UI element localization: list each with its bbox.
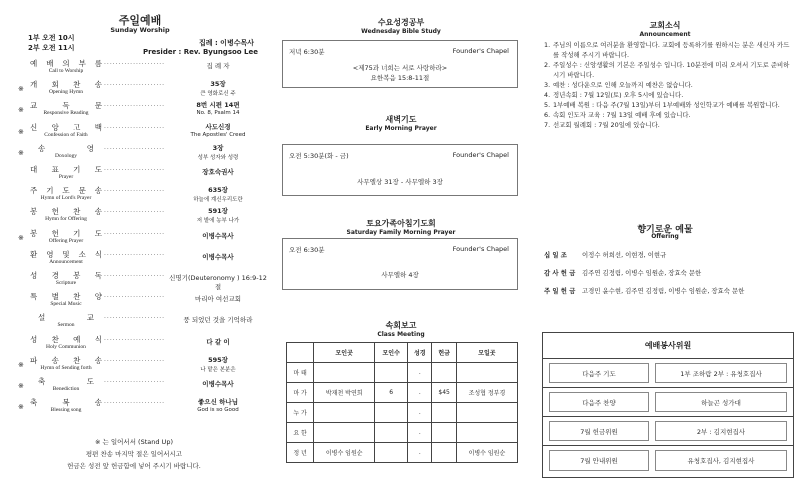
order-value-sub: 저 밭에 농부 나가 — [196, 218, 240, 225]
item-number: 3. — [544, 81, 551, 89]
item-text: 주님의 이름으로 여러분을 환영합니다. 교회에 등록하기를 원하시는 분은 새신자 카드를 작성해 주시기 바랍니다. — [553, 41, 790, 59]
volunteer-names: 유청호집사, 김지현집사 — [655, 450, 787, 471]
order-name: 개 회 찬 송 — [30, 80, 102, 90]
leader-dots: ····················· — [104, 124, 166, 132]
item-text: 선교회 월례회 : 7월 20일에 있습니다. — [553, 121, 660, 129]
order-value: 595장 — [208, 355, 228, 364]
table-cell — [314, 403, 375, 423]
order-value: 이병수목사 — [202, 231, 234, 240]
service-time-2: 2부 오전 11시 — [28, 44, 75, 52]
classmeeting-header: 모인수 — [375, 343, 408, 363]
order-value: 마리아 여선교회 — [194, 295, 242, 304]
list-item — [544, 90, 792, 100]
order-name: 파 송 찬 송 — [30, 355, 102, 365]
list-item — [544, 110, 792, 120]
order-name: 설 교 — [38, 313, 94, 323]
order-row — [0, 397, 268, 418]
stand-marker: ※ — [18, 85, 24, 94]
item-text: 주일성수 : 신앙생활의 기본은 주일성수 입니다. 10분전에 미리 오셔서 기도로 준비하시기 바랍니다. — [553, 61, 790, 79]
table-cell — [432, 443, 456, 463]
presider: Presider : Rev. Byungsoo Lee — [142, 48, 258, 56]
order-name-en: Benediction — [52, 386, 80, 392]
table-cell: 정 년 — [287, 443, 314, 463]
order-name: 봉 헌 찬 송 — [30, 207, 102, 217]
order-value-sub: 큰 영화로신 주 — [200, 91, 236, 98]
saturday-box — [282, 238, 518, 290]
volunteer-row — [543, 417, 793, 446]
order-name: 대 표 기 도 — [30, 165, 102, 174]
classmeeting-table — [286, 342, 518, 463]
volunteer-row — [543, 446, 793, 475]
table-cell: $45 — [432, 383, 456, 403]
table-cell: 누 가 — [287, 403, 314, 423]
wednesday-place: Founder's Chapel — [452, 47, 509, 55]
wednesday-subtitle: Wednesday Bible Study — [361, 28, 441, 35]
leader-dots: ····················· — [104, 209, 166, 217]
item-text: 정년속회 : 7월 12일(토) 오후 5시에 있습니다. — [553, 91, 684, 99]
stand-marker: ※ — [18, 106, 24, 115]
order-row — [0, 79, 268, 100]
offering-row — [544, 268, 701, 277]
volunteers-title: 예배봉사위원 — [543, 333, 793, 359]
list-item — [544, 80, 792, 90]
leader-dots: ····················· — [104, 251, 166, 259]
stand-marker: ※ — [18, 127, 24, 136]
order-value: 집 례 자 — [206, 62, 230, 70]
order-value: 신명기(Deuteronomy ) 16:9-12절 — [169, 274, 267, 291]
offering-names: 이정수 허희선, 이현경, 이현규 — [582, 251, 667, 259]
order-name: 주 기 도 문 송 — [30, 186, 102, 196]
classmeeting-header: 성경 — [408, 343, 432, 363]
item-number: 5. — [544, 101, 551, 109]
leader-dots: ····················· — [104, 400, 166, 408]
volunteer-role: 7월 안내위원 — [549, 450, 649, 471]
leader-dots: ····················· — [104, 230, 166, 238]
order-name-en: Opening Hymn — [48, 89, 84, 96]
offering-row — [544, 286, 744, 295]
table-cell — [375, 363, 408, 383]
order-value: 다 같 이 — [206, 337, 230, 346]
item-number: 2. — [544, 61, 551, 69]
table-cell: . — [408, 383, 432, 403]
order-name: 예 배 의 부 름 — [30, 59, 102, 68]
offering-names: 김주연 김정림, 이병수 임원순, 장효숙 문한 — [582, 269, 702, 277]
order-value: 사도신경 — [205, 122, 231, 131]
volunteer-role: 다음주 기도 — [549, 363, 649, 383]
order-name-en: Hymn for Offering — [45, 216, 87, 223]
order-row — [0, 312, 268, 333]
table-cell — [456, 403, 517, 423]
volunteers-box — [542, 332, 794, 478]
wednesday-topic: <제75과 너희는 서로 사랑하라> — [352, 64, 448, 72]
volunteer-names: 하늘곤 성가대 — [655, 392, 787, 412]
order-name: 환 영 및 소 식 — [30, 249, 102, 259]
order-name-en: Doxology — [55, 152, 77, 159]
table-row — [287, 423, 518, 443]
order-value: 635장 — [208, 186, 228, 195]
offering-label: 감 사 헌 금 — [544, 269, 576, 277]
saturday-text: 사무엘하 4장 — [381, 271, 419, 279]
offering-title: 향기로운 예물 — [637, 225, 693, 235]
stand-marker: ※ — [18, 233, 24, 242]
classmeeting-header — [287, 343, 314, 363]
classmeeting-header-row — [287, 343, 518, 363]
volunteers-list — [543, 359, 793, 475]
list-item — [544, 120, 792, 130]
table-row — [287, 443, 518, 463]
order-row — [0, 143, 268, 164]
leader-dots: ····················· — [104, 379, 166, 386]
saturday-place: Founder's Chapel — [452, 245, 509, 253]
order-name: 교 독 문 — [30, 101, 102, 111]
order-value: 8번 시편 14편 — [196, 101, 240, 110]
leader-dots: ····················· — [104, 273, 166, 280]
wednesday-verse: 요한복음 15:8-11절 — [370, 74, 430, 82]
order-name: 성 찬 예 식 — [30, 334, 102, 344]
leader-dots: ····················· — [104, 145, 166, 153]
table-cell: 박재천 박연희 — [314, 383, 375, 403]
order-row — [0, 249, 268, 270]
wednesday-box — [282, 40, 518, 88]
table-cell — [314, 423, 375, 443]
order-name-en: Responsive Reading — [43, 110, 89, 117]
order-value-sub: No. 8, Psalm 14 — [196, 110, 240, 117]
order-name-en: Hymn of Lord's Prayer — [40, 195, 92, 202]
list-item — [544, 100, 792, 110]
stand-marker: ※ — [18, 148, 24, 157]
leader-dots: ····················· — [104, 82, 166, 90]
order-row — [0, 291, 268, 312]
order-name: 송 영 — [38, 143, 94, 153]
stand-marker: ※ — [18, 382, 24, 390]
order-row — [0, 100, 268, 121]
wednesday-title: 수요성경공부 — [377, 18, 425, 27]
dawn-subtitle: Early Morning Prayer — [365, 125, 437, 132]
table-cell — [314, 363, 375, 383]
table-cell — [375, 423, 408, 443]
saturday-time: 오전 6:30분 — [289, 246, 325, 254]
leader-dots: ····················· — [104, 336, 166, 344]
order-name-en: Blessing song — [50, 407, 82, 414]
table-cell: 요 한 — [287, 423, 314, 443]
order-name-en: Prayer — [58, 174, 74, 180]
order-row — [0, 122, 268, 143]
item-text: 속회 인도자 교육 : 7월 13일 예배 후에 있습니다. — [553, 111, 691, 119]
table-cell: 6 — [375, 383, 408, 403]
saturday-title: 토요가족아침기도회 — [366, 219, 436, 228]
table-cell — [432, 403, 456, 423]
order-value: 좋으신 하나님 — [198, 398, 238, 407]
dawn-box — [282, 144, 518, 196]
order-name-en: Confession of Faith — [44, 131, 88, 138]
saturday-subtitle: Saturday Family Morning Prayer — [346, 229, 456, 236]
news-subtitle: Announcement — [639, 31, 691, 38]
item-number: 4. — [544, 91, 551, 99]
table-cell: 마 태 — [287, 363, 314, 383]
order-name: 축 복 송 — [30, 398, 102, 408]
order-name: 봉 헌 기 도 — [30, 228, 102, 238]
classmeeting-title: 속회보고 — [385, 321, 417, 330]
worship-title: 주일예배 — [118, 14, 162, 27]
item-number: 6. — [544, 111, 551, 119]
stand-marker: ※ — [18, 360, 24, 369]
item-text: 예찬 : 성다운으로 인해 오늘까지 예찬은 없습니다. — [553, 81, 693, 89]
order-row — [0, 270, 268, 291]
stand-marker: ※ — [18, 403, 24, 412]
order-name: 신 앙 고 백 — [30, 122, 102, 132]
order-name-en: Holy Communion — [46, 343, 86, 350]
news-list — [544, 40, 792, 130]
order-row — [0, 334, 268, 355]
table-cell — [432, 423, 456, 443]
leader-dots: ····················· — [104, 357, 166, 365]
footer-line-1: 평편 찬송 마지막 절은 일어서시고 — [85, 450, 183, 458]
preacher: 집례 : 이병수목사 — [198, 39, 254, 47]
order-value-sub: 성부 성자와 성령 — [197, 154, 239, 161]
order-value: 35장 — [210, 80, 226, 89]
order-row — [0, 206, 268, 227]
table-cell: . — [408, 363, 432, 383]
volunteer-names: 2부 : 김지현집사 — [655, 421, 787, 441]
dawn-time: 오전 5:30분(화 - 금) — [289, 152, 349, 160]
leader-dots: ····················· — [104, 61, 166, 68]
order-value-sub: 나 맡은 본분은 — [200, 366, 236, 373]
table-cell: 이병수 임원순 — [314, 443, 375, 463]
volunteer-row — [543, 388, 793, 417]
classmeeting-subtitle: Class Meeting — [377, 331, 425, 338]
classmeeting-header: 모일곳 — [456, 343, 517, 363]
order-value-sub: The Apostles' Creed — [190, 131, 246, 138]
order-value: 이병수목사 — [202, 380, 234, 388]
table-cell — [456, 363, 517, 383]
order-name-en: Sermon — [57, 322, 75, 329]
list-item — [544, 40, 792, 60]
news-title: 교회소식 — [649, 21, 681, 30]
classmeeting-header: 헌금 — [432, 343, 456, 363]
standup-note: ※ 는 일어서서 (Stand Up) — [95, 438, 173, 446]
footer-line-2: 헌금은 성전 앞 헌금함에 넣어 주시기 바랍니다. — [67, 462, 201, 470]
volunteer-row — [543, 359, 793, 388]
order-row — [0, 376, 268, 397]
table-cell: 마 가 — [287, 383, 314, 403]
order-value: 이병수목사 — [202, 252, 234, 261]
order-name: 특 별 찬 양 — [30, 292, 102, 302]
classmeeting-header: 모인곳 — [314, 343, 375, 363]
order-name-en: Call to Worship — [48, 68, 84, 74]
dawn-place: Founder's Chapel — [452, 151, 509, 159]
table-cell — [375, 443, 408, 463]
order-name-en: Hymn of Sending forth — [40, 364, 92, 371]
table-cell — [456, 423, 517, 443]
table-cell: 조성협 정부경 — [456, 383, 517, 403]
order-value: 3장 — [212, 143, 224, 152]
order-row — [0, 58, 268, 79]
order-name-en: Announcement — [49, 258, 83, 265]
item-number: 7. — [544, 121, 551, 129]
volunteer-role: 다음주 찬양 — [549, 392, 649, 412]
leader-dots: ····················· — [104, 167, 166, 174]
meetings-column — [272, 0, 530, 485]
order-value-sub: God is so Good — [197, 407, 239, 414]
table-cell: . — [408, 423, 432, 443]
dawn-text: 사무엘상 31장 - 사무엘하 3장 — [357, 178, 443, 186]
dawn-title: 새벽기도 — [385, 115, 417, 124]
offering-label: 십 일 조 — [544, 251, 567, 259]
leader-dots: ····················· — [104, 103, 166, 111]
offering-row — [544, 250, 666, 259]
table-row — [287, 403, 518, 423]
order-value: 풍 되었던 것을 기억하라 — [183, 316, 253, 325]
order-value: 591장 — [208, 207, 228, 216]
list-item — [544, 60, 792, 80]
order-row — [0, 355, 268, 376]
item-text: 1부예배 복원 : 다음 주(7월 13일)부터 1부예배와 성인학교가 예배를 복원합니다. — [553, 101, 780, 109]
leader-dots: ····················· — [104, 315, 166, 323]
wednesday-time: 저녁 6:30분 — [289, 48, 325, 56]
table-cell: 이병수 임원순 — [456, 443, 517, 463]
order-name-en: Offering Prayer — [48, 237, 84, 244]
order-name: 축 도 — [38, 377, 94, 386]
offering-label: 주 일 헌 금 — [544, 287, 576, 295]
volunteer-role: 7월 헌금위원 — [549, 421, 649, 441]
table-row — [287, 363, 518, 383]
worship-subtitle: Sunday Worship — [110, 26, 170, 34]
offering-names: 고경민 윤수현, 김주연 김정림, 이병수 임원순, 장효숙 문한 — [582, 287, 745, 295]
leader-dots: ····················· — [104, 188, 166, 196]
order-row — [0, 228, 268, 249]
table-cell: . — [408, 403, 432, 423]
table-cell — [432, 363, 456, 383]
worship-column — [0, 0, 268, 485]
order-name-en: Scripture — [55, 280, 77, 286]
table-cell — [375, 403, 408, 423]
order-name-en: Special Music — [50, 301, 82, 308]
order-name: 성 경 봉 독 — [30, 271, 102, 280]
item-number: 1. — [544, 41, 551, 49]
volunteer-names: 1부 조하람 2부 : 유청호집사 — [655, 363, 787, 383]
leader-dots: ····················· — [104, 294, 166, 302]
order-value: 장호숙권사 — [202, 168, 234, 176]
offering-subtitle: Offering — [651, 233, 679, 240]
table-cell: . — [408, 443, 432, 463]
order-value-sub: 하늘에 계신우리도란 — [193, 197, 243, 204]
order-row — [0, 185, 268, 206]
service-time-1: 1부 오전 10시 — [28, 34, 75, 42]
order-row — [0, 164, 268, 185]
table-row — [287, 383, 518, 403]
